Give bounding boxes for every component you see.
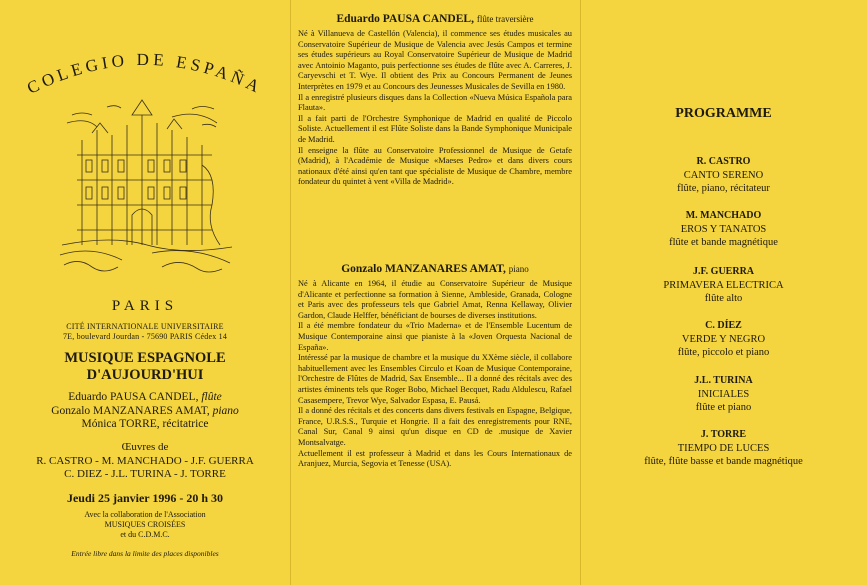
composers-line-2: C. DIEZ - J.L. TURINA - J. TORRE: [64, 468, 226, 480]
bio-paragraph: Il a enregistré plusieurs disques dans la Collection «Nueva Música Española para Flauta».: [298, 92, 572, 113]
bio-paragraph: Actuellement il est professeur à Madrid et dans les Cours Internationaux de Aranjuez, Murcia, Segovia et Tenesse (USA).: [298, 448, 572, 469]
entry-note: Entrée libre dans la limite des places disponibles: [71, 549, 219, 558]
performers-list: [0, 391, 290, 432]
concert-date: Jeudi 25 janvier 1996 - 20 h 30: [66, 491, 224, 505]
venue-address: [0, 322, 290, 342]
address-line-2: 7E, boulevard Jourdan - 75690 PARIS Cédex 14: [62, 332, 228, 341]
work-title: EROS Y TANATOS: [680, 223, 767, 235]
programme-item: [580, 209, 867, 250]
instrumentation: flûte alto: [704, 293, 743, 304]
bio-paragraph: Né à Villanueva de Castellón (Valencia), il commence ses études musicales au Conservatoire Supérieur de Musique de Valencia avec Jesús Campos et termine ses études supérieurs au Royal Conservatoire Supérieur de Musique de Madrid avec Antoinio Maganto, puis perfectionne ses études de flûte avec A. Carreres, J. Caryevschi et T. Wye. Il obtient des Prix au Concours Permanent de Jeunes Interprètes en 1979 et au Concours des Jeunesses Musicales de Sevilla en 1980.: [298, 29, 572, 91]
programme-item: [580, 265, 867, 306]
bio-text-pausa: [298, 29, 572, 188]
bio-paragraph: Il enseigne la flûte au Conservatoire Professionnel de Musique de Getafe (Madrid), à l'Académie de Musique «Maeses Pedro» et dans divers cours nationaux d'été ainsi qu'en tant que spécialiste de Musique de Chambre, membre fondateur du quintet à vent «Villa de Madrid».: [298, 145, 572, 187]
building-sketch-illustration: [52, 95, 237, 280]
address-line-1: CITÉ INTERNATIONALE UNIVERSITAIRE: [66, 322, 224, 331]
programme-item: [580, 155, 867, 196]
bio-paragraph: Il a été membre fondateur du «Trio Maderna» et de l'Ensemble Lucentum de Musique Contemporaine ainsi que pianiste à la «Joven Orquesta Nacional de España».: [298, 321, 572, 352]
work-title: VERDE Y NEGRO: [681, 333, 766, 345]
instrumentation: flûte, flûte basse et bande magnétique: [644, 456, 803, 467]
collaboration-note: [0, 510, 290, 540]
bio-paragraph: Intéressé par la musique de chambre et la musique du XXème siècle, il collabore habituellement avec les Ensembles Circulo et Koan de Musique Contemporaine, l'Orchestre de Flûtes de Madrid, Sax Ensemble... Il a donné des récitals avec des artistes éminents tels que Roger Bobo, Michael Becquet, Radu Aldulescu, Rafael Casasempere, Trevor Wye, Salvador Espasa, E. Pausá.: [298, 353, 572, 405]
performer: Mónica TORRE, récitatrice: [81, 418, 209, 431]
composer-name: R. CASTRO: [696, 156, 751, 167]
concert-title: [0, 350, 290, 384]
cover-panel: [0, 0, 290, 585]
work-title: TIEMPO DE LUCES: [677, 442, 770, 454]
work-title: INICIALES: [697, 388, 750, 400]
collab-line-2: MUSIQUES CROISÉES: [104, 520, 186, 529]
instrumentation: flûte, piano, récitateur: [677, 183, 770, 194]
biographies-panel: [290, 0, 580, 585]
bio-paragraph: Il a fait parti de l'Orchestre Symphonique de Madrid en qualité de Piccolo Soliste. Actuellement il est Flûte Soliste dans la Bande Symphonique Municipale de Madrid.: [298, 113, 572, 144]
bio-paragraph: Né à Alicante en 1964, il étudie au Conservatoire Supérieur de Musique d'Alicante et perfectionne sa formation à Sienne, Ambleside, Granada, Cologne et Paris avec des professeurs tels que Gabriel Amat, Renna Kellaway, Olivier Gardon, Claude Helffer, bénéficiant de bourses de diverses institutions.: [298, 279, 572, 320]
programme-panel: [580, 0, 867, 585]
composer-name: J.L. TURINA: [694, 375, 753, 386]
bio-text-manzanares: [298, 279, 572, 470]
institution-name: COLEGIO DE ESPAÑA: [24, 49, 266, 98]
programme-heading: PROGRAMME: [675, 106, 772, 121]
performer: Gonzalo MANZANARES AMAT, piano: [51, 404, 239, 417]
title-line-1: MUSIQUE ESPAGNOLE: [64, 350, 226, 366]
instrumentation: flûte et bande magnétique: [669, 237, 778, 248]
bio-heading-manzanares: Gonzalo MANZANARES AMAT, piano: [341, 263, 529, 275]
composer-name: M. MANCHADO: [685, 210, 762, 221]
performer: Eduardo PAUSA CANDEL, flûte: [68, 391, 222, 403]
works-section: [0, 441, 290, 482]
collab-line-3: et du C.D.M.C.: [120, 530, 170, 539]
programme-item: [580, 319, 867, 360]
composer-name: J.F. GUERRA: [692, 266, 755, 277]
composer-name: J. TORRE: [700, 429, 747, 440]
bio-paragraph: Il a donné des récitals et des concerts dans divers festivals en Espagne, Belgique, France, U.R.S.S., Turquie et Hongrie. Il a fait des enregistrements pour RNE, Canal Sur, Canal 9 ainsi qu'un disque en CD de .musique de Xavier Montsalvatge.: [298, 406, 572, 447]
works-heading: Œuvres de: [121, 441, 169, 453]
city-name: PARIS: [111, 298, 179, 314]
instrumentation: flûte et piano: [695, 402, 752, 413]
svg-text:COLEGIO DE ESPAÑA: [24, 50, 266, 98]
work-title: PRIMAVERA ELECTRICA: [663, 279, 784, 291]
title-line-2: D'AUJOURD'HUI: [86, 367, 204, 383]
bio-heading-pausa: Eduardo PAUSA CANDEL, flûte traversière: [336, 13, 534, 25]
instrumentation: flûte, piccolo et piano: [677, 347, 770, 358]
work-title: CANTO SERENO: [683, 169, 764, 181]
programme-item: [580, 374, 867, 415]
collab-line-1: Avec la collaboration de l'Association: [84, 510, 206, 519]
programme-item: [580, 428, 867, 469]
composer-name: C. DÍEZ: [705, 320, 742, 331]
composers-line-1: R. CASTRO - M. MANCHADO - J.F. GUERRA: [36, 454, 254, 467]
